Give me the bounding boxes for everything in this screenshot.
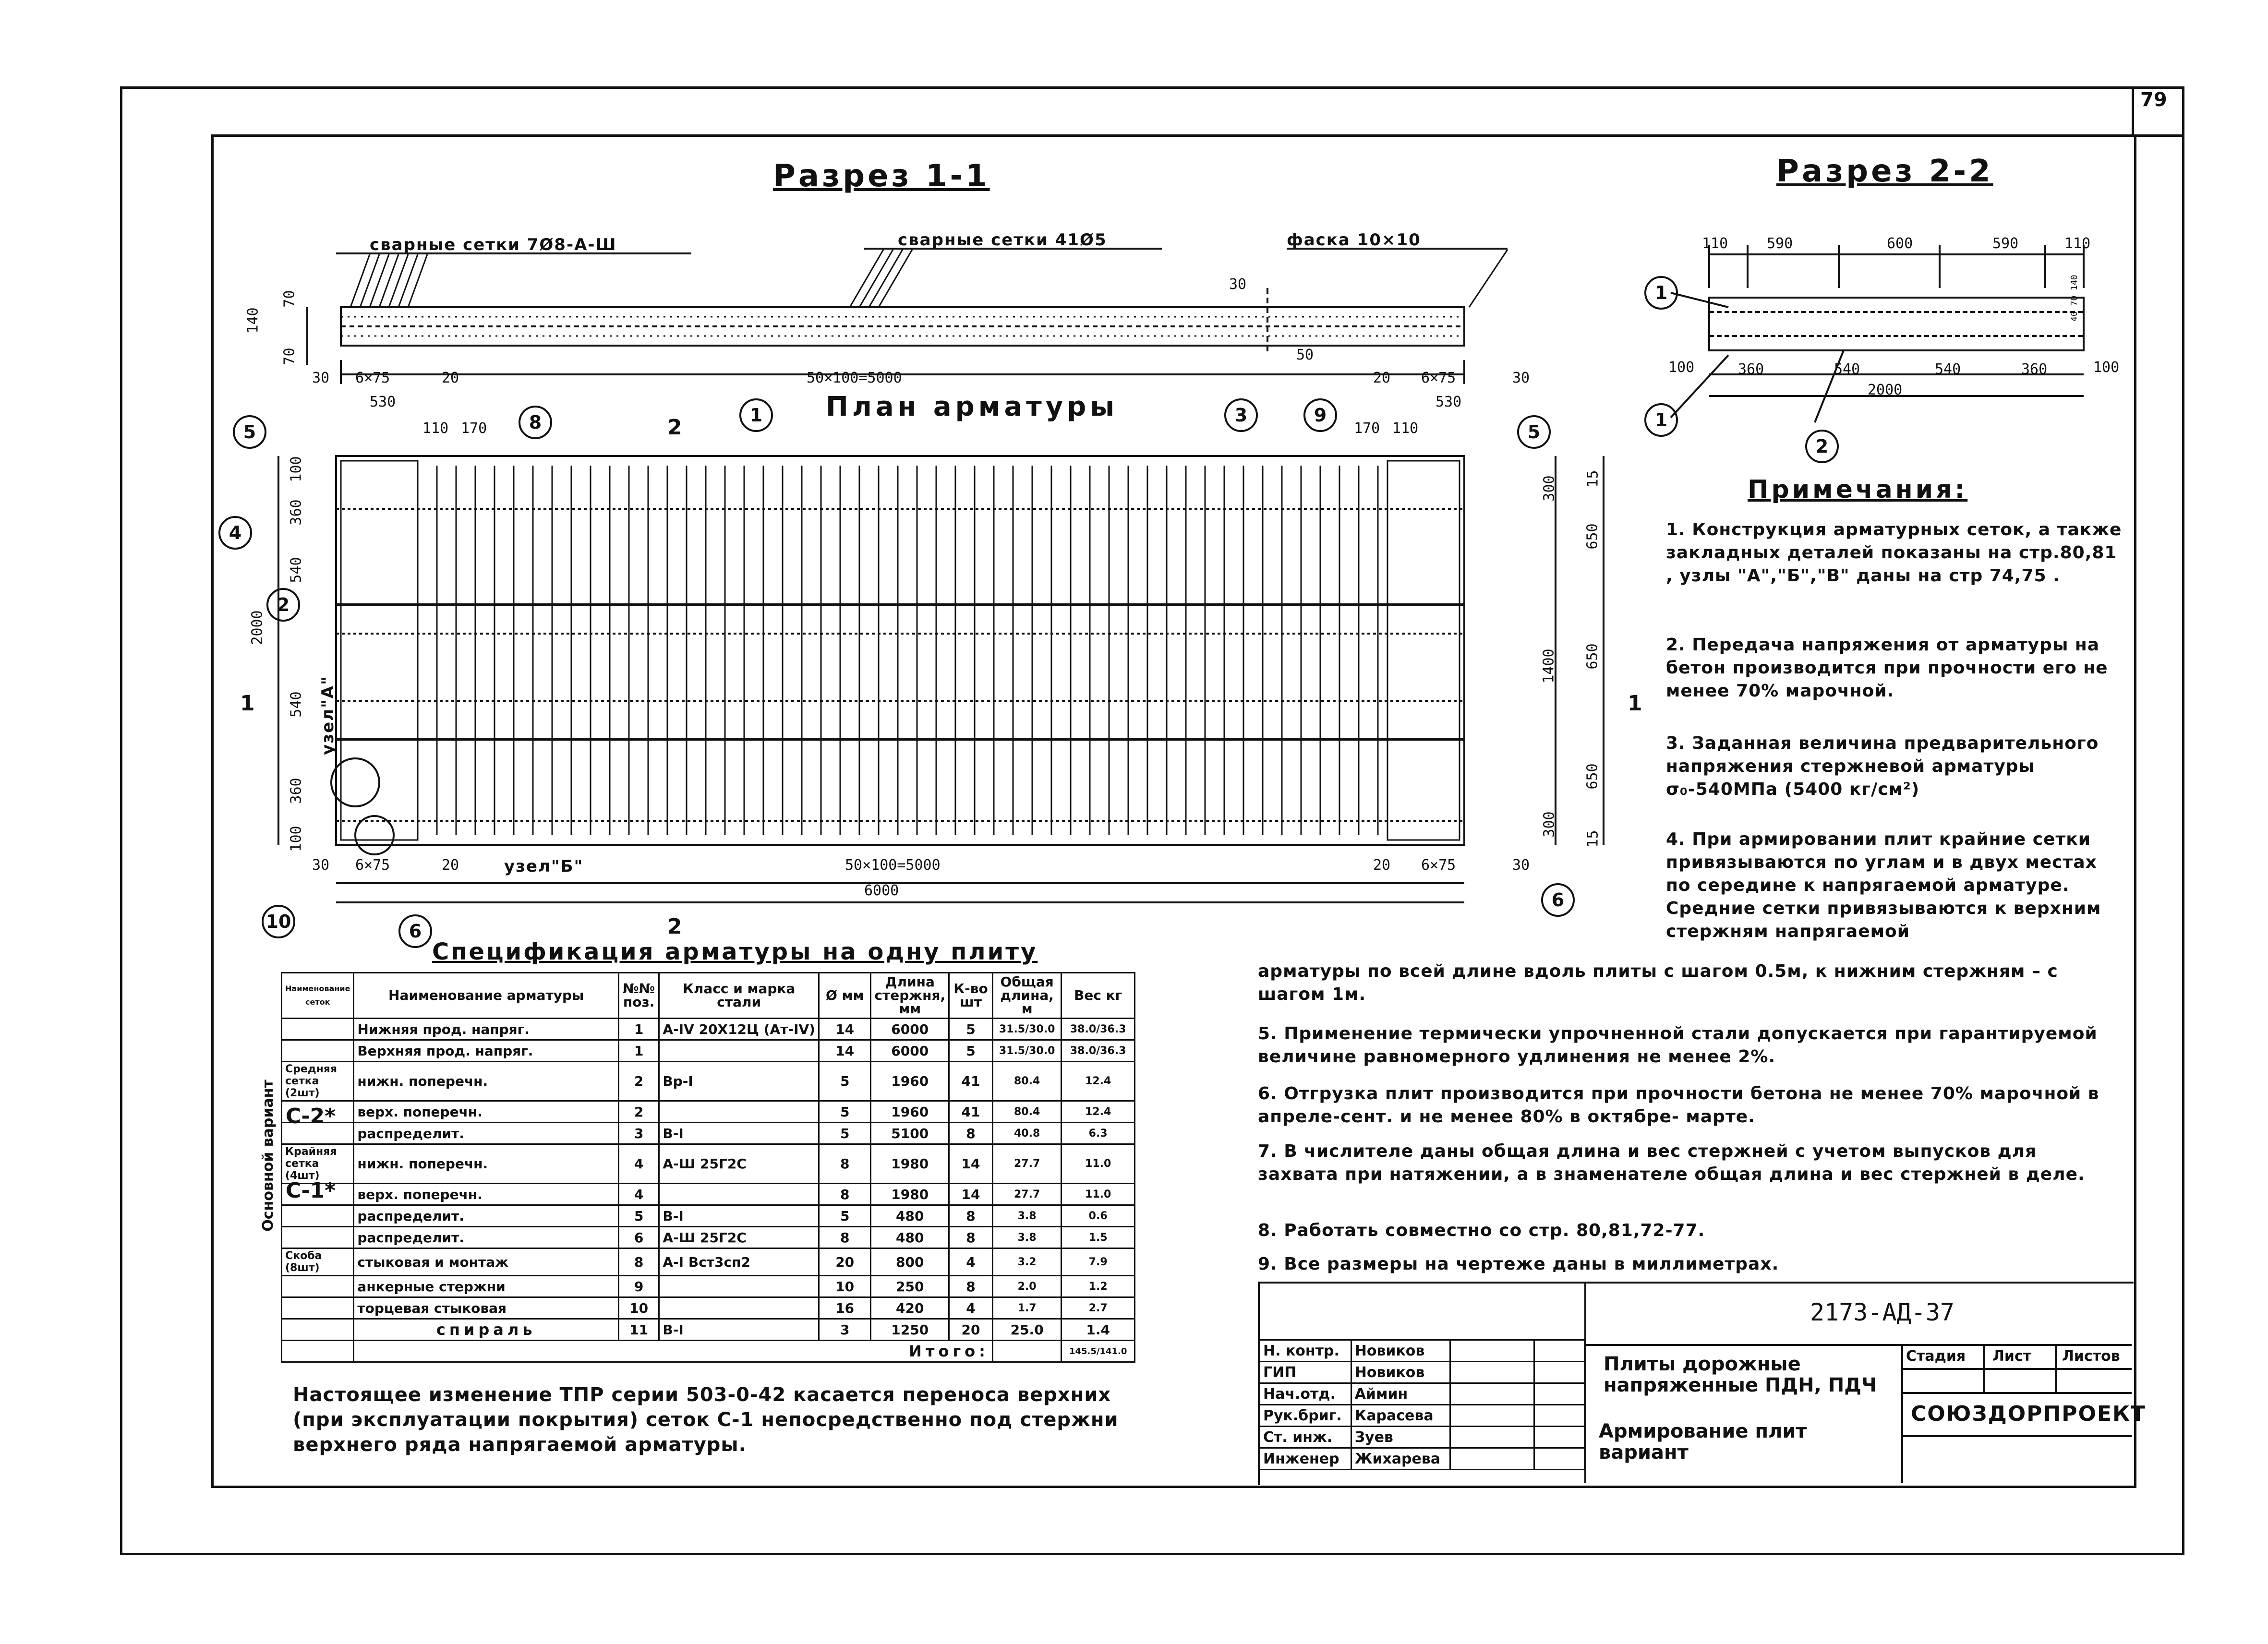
plan-dim-110-right: 110 — [1392, 420, 1419, 437]
spec-cell-cls: В-I — [659, 1123, 819, 1144]
plan-right-dim-4: 1400 — [1540, 648, 1557, 684]
s2-bottom-dim-6: 100 — [2093, 359, 2120, 376]
spec-cell-name: Нижняя прод. напряг. — [354, 1019, 619, 1040]
s2-top-dim-1: 110 — [1702, 235, 1728, 252]
spec-cell-d: 14 — [819, 1040, 870, 1062]
spec-cell-name: нижн. поперечн. — [354, 1062, 619, 1101]
spec-total-label: Итого: — [354, 1341, 993, 1362]
s2-top-dim-4: 590 — [1992, 235, 2019, 252]
spec-cell-pos: 8 — [618, 1248, 659, 1276]
spec-cell-cls: А-Ш 25Г2С — [659, 1227, 819, 1248]
plan-right-dim-2: 15 — [1584, 470, 1602, 488]
stamp-vline-4 — [2055, 1344, 2057, 1392]
spec-total-row — [282, 1341, 1135, 1362]
stamp-role: Н. контр. — [1260, 1340, 1351, 1362]
spec-cell-len: 5100 — [871, 1123, 949, 1144]
plan-callout-10: 10 — [262, 905, 295, 938]
spec-h-4: Ø мм — [819, 973, 870, 1019]
node-a-label: узел"А" — [318, 675, 338, 755]
spec-cell-d: 5 — [819, 1123, 870, 1144]
spec-group — [282, 1123, 354, 1144]
spec-title: Спецификация арматуры на одну плиту — [432, 938, 1038, 965]
spec-cell-cls: А-IV 20Х12Ц (Ат-IV) — [659, 1019, 819, 1040]
s2-callout-2: 2 — [1805, 430, 1839, 463]
s2-top-dim-2: 590 — [1767, 235, 1793, 252]
dim-20-left: 20 — [442, 370, 459, 386]
cut-marker-bottom: 2 — [667, 914, 682, 939]
dim-50: 50 — [1296, 347, 1314, 363]
spec-row — [282, 1205, 1135, 1227]
spec-cell-len: 1960 — [871, 1062, 949, 1101]
spec-cell-tot: 3.8 — [992, 1205, 1061, 1227]
spec-cell-cls: Вр-I — [659, 1062, 819, 1101]
plan-right-dim-6: 650 — [1584, 763, 1601, 790]
spec-cell-tot: 31.5/30.0 — [992, 1019, 1061, 1040]
plan-dim-530-left: 530 — [370, 394, 396, 410]
spec-c2: С-2* — [286, 1104, 336, 1128]
spec-cell-cls — [659, 1184, 819, 1205]
plan-callout-1: 1 — [739, 398, 773, 432]
stamp-role: ГИП — [1260, 1362, 1351, 1383]
spec-group: Средняя сетка (2шт) — [282, 1062, 354, 1101]
spec-spiral-name: спираль — [354, 1319, 619, 1341]
stamp-title-2: Армирование плит вариант — [1599, 1420, 1807, 1464]
spec-cell-len: 6000 — [871, 1019, 949, 1040]
spec-cell-tot: 27.7 — [992, 1184, 1061, 1205]
s2-callout-1-bottom: 1 — [1644, 403, 1678, 437]
spec-cell-len: 6000 — [871, 1040, 949, 1062]
spec-cell-w: 1.2 — [1062, 1276, 1135, 1297]
stamp-signature — [1450, 1383, 1534, 1405]
spec-cell-cls: А-Ш 25Г2С — [659, 1144, 819, 1184]
spec-row — [282, 1062, 1135, 1101]
stamp-hline-4 — [1901, 1435, 2132, 1437]
spec-spiral-tot: 25.0 — [992, 1319, 1061, 1341]
spec-cell-tot: 40.8 — [992, 1123, 1061, 1144]
spec-cell-w: 2.7 — [1062, 1297, 1135, 1319]
plan-right-dim-5: 650 — [1584, 643, 1601, 670]
note-8: 8. Работать совместно со стр. 80,81,72-77. — [1258, 1221, 1705, 1240]
spec-group — [282, 1276, 354, 1297]
spec-cell-tot: 80.4 — [992, 1101, 1061, 1123]
dim-30-right: 30 — [1512, 370, 1530, 386]
stamp-name: Жихарева — [1351, 1448, 1450, 1470]
spec-cell-len: 800 — [871, 1248, 949, 1276]
plan-callout-9: 9 — [1303, 398, 1337, 432]
plan-left-dim-5: 540 — [288, 691, 305, 718]
spec-cell-pos: 4 — [618, 1144, 659, 1184]
stamp-signature — [1450, 1405, 1534, 1427]
plan-bottom-6x75-left: 6×75 — [355, 857, 390, 874]
spec-cell-w: 11.0 — [1062, 1184, 1135, 1205]
dim-6x75-right: 6×75 — [1421, 370, 1456, 386]
spec-h-5: Длина стержня, мм — [871, 973, 949, 1019]
dim-50x100: 50×100=5000 — [807, 370, 902, 386]
spec-cell-name: распределит. — [354, 1205, 619, 1227]
stamp-sheet: Лист — [1992, 1348, 2032, 1365]
stamp-name: Аймин — [1351, 1383, 1450, 1405]
spec-cell-qty: 14 — [949, 1184, 993, 1205]
stamp-role: Нач.отд. — [1260, 1383, 1351, 1405]
spec-cell-qty: 4 — [949, 1248, 993, 1276]
spec-spiral-pos: 11 — [618, 1319, 659, 1341]
plan-bottom-6000: 6000 — [864, 882, 899, 899]
spec-group — [282, 1227, 354, 1248]
section-2-title: Разрез 2-2 — [1776, 154, 1993, 189]
spec-cell-name: распределит. — [354, 1227, 619, 1248]
spec-cell-len: 1980 — [871, 1184, 949, 1205]
plan-bottom-50x100: 50×100=5000 — [845, 857, 941, 874]
spec-group — [282, 1101, 354, 1123]
spec-cell-tot: 1.7 — [992, 1297, 1061, 1319]
stamp-date — [1534, 1427, 1585, 1448]
plan-left-dim-2: 360 — [288, 499, 305, 526]
plan-bottom-20-left: 20 — [442, 857, 459, 874]
spec-cell-tot: 3.8 — [992, 1227, 1061, 1248]
spec-cell-qty: 8 — [949, 1205, 993, 1227]
stamp-name: Новиков — [1351, 1362, 1450, 1383]
stamp-row — [1260, 1448, 1585, 1470]
note-5: 5. Применение термически упрочненной стали допускается при гарантируемой величине равномерного удлинения не менее 2%. — [1258, 1024, 2098, 1067]
stamp-date — [1534, 1340, 1585, 1362]
spec-cell-tot: 2.0 — [992, 1276, 1061, 1297]
spec-cell-d: 5 — [819, 1205, 870, 1227]
stamp-row — [1260, 1383, 1585, 1405]
spec-spiral-d: 3 — [819, 1319, 870, 1341]
spec-cell-name: нижн. поперечн. — [354, 1144, 619, 1184]
spec-cell-name: торцевая стыковая — [354, 1297, 619, 1319]
spec-group — [282, 1205, 354, 1227]
spec-spiral-cls: В-I — [659, 1319, 819, 1341]
spec-cell-d: 8 — [819, 1144, 870, 1184]
plan-right-dim-1: 300 — [1541, 475, 1558, 502]
stamp-title-1: Плиты дорожные напряженные ПДН, ПДЧ — [1604, 1353, 1877, 1396]
stamp-name: Зуев — [1351, 1427, 1450, 1448]
stamp-sheets: Листов — [2062, 1348, 2120, 1365]
spec-h-2: №№ поз. — [618, 973, 659, 1019]
spec-cell-len: 1960 — [871, 1101, 949, 1123]
spec-cell-w: 38.0/36.3 — [1062, 1019, 1135, 1040]
plan-callout-6: 6 — [1541, 883, 1575, 917]
spec-cell-name: Верхняя прод. напряг. — [354, 1040, 619, 1062]
label-chamfer: фаска 10×10 — [1287, 230, 1421, 250]
stamp-signature — [1450, 1427, 1534, 1448]
dim-30-left: 30 — [312, 370, 330, 386]
cut-marker-top: 2 — [667, 415, 682, 440]
stamp-org: СОЮЗДОРПРОЕКТ — [1911, 1402, 2146, 1426]
note-9: 9. Все размеры на чертеже даны в миллиметрах. — [1258, 1254, 1779, 1274]
plan-dim-110-left: 110 — [422, 420, 449, 437]
spec-row — [282, 1123, 1135, 1144]
stamp-hline-2 — [1901, 1368, 2132, 1370]
stamp-role: Инженер — [1260, 1448, 1351, 1470]
note-7: 7. В числителе даны общая длина и вес стержней с учетом выпусков для захвата при натяжении, а в знаменателе общая длина и вес стержней в деле. — [1258, 1141, 2085, 1184]
spec-group — [282, 1040, 354, 1062]
s2-top-dim-5: 110 — [2064, 235, 2091, 252]
stamp-code: 2173-АД-37 — [1810, 1298, 1955, 1326]
note-4: 4. При армировании плит крайние сетки привязываются по углам и в двух местах по середине к напрягаемой арматуре. Средние сетки привязываются к верхним стержням напрягаемой — [1666, 829, 2101, 941]
stamp-signature — [1450, 1340, 1534, 1362]
dim-140: 140 — [244, 307, 262, 334]
stamp-role: Рук.бриг. — [1260, 1405, 1351, 1427]
dim-6x75-left: 6×75 — [355, 370, 390, 386]
spec-group — [282, 1297, 354, 1319]
spec-cell-pos: 5 — [618, 1205, 659, 1227]
plan-callout-8: 8 — [519, 406, 552, 439]
stamp-row — [1260, 1405, 1585, 1427]
stamp-row — [1260, 1362, 1585, 1383]
spec-row — [282, 1040, 1135, 1062]
plan-right-dim-7: 300 — [1541, 811, 1558, 838]
plan-right-dim-8: 15 — [1584, 830, 1602, 848]
plan-callout-5-right: 5 — [1517, 415, 1551, 449]
stamp-signature — [1450, 1362, 1534, 1383]
spec-table — [281, 972, 1135, 1363]
stamp-row — [1260, 1340, 1585, 1362]
dim-70a: 70 — [281, 290, 298, 308]
spec-cell-qty: 8 — [949, 1276, 993, 1297]
s2-top-dim-3: 600 — [1887, 235, 1913, 252]
footnote: Настоящее изменение ТПР серии 503-0-42 касается переноса верхних (при эксплуатации покрытия) сеток С-1 непосредственно под стержни верхнего ряда напрягаемой арматуры. — [293, 1384, 1119, 1456]
spec-cell-pos: 9 — [618, 1276, 659, 1297]
spec-cell-qty: 5 — [949, 1019, 993, 1040]
spec-cell-len: 250 — [871, 1276, 949, 1297]
spec-spiral-len: 1250 — [871, 1319, 949, 1341]
spec-group — [282, 1019, 354, 1040]
s2-callout-1-top: 1 — [1644, 276, 1678, 310]
spec-cell-cls — [659, 1040, 819, 1062]
stamp-name: Новиков — [1351, 1340, 1450, 1362]
spec-h-0: Наименование сеток — [282, 973, 354, 1019]
label-mesh-41: сварные сетки 41Ø5 — [898, 230, 1107, 250]
s2-right-dim: 40 70 140 — [2069, 275, 2079, 322]
spec-cell-tot: 80.4 — [992, 1062, 1061, 1101]
plan-bottom-20-right: 20 — [1373, 857, 1391, 874]
spec-cell-len: 420 — [871, 1297, 949, 1319]
stamp-date — [1534, 1383, 1585, 1405]
note-6: 6. Отгрузка плит производится при прочности бетона не менее 70% марочной в апреле-сент. и не менее 80% в октябре- марте. — [1258, 1084, 2099, 1127]
plan-bottom-30-left: 30 — [312, 857, 330, 874]
spec-cell-d: 5 — [819, 1062, 870, 1101]
stamp-hline-3 — [1901, 1392, 2132, 1394]
spec-total-value: 145.5/141.0 — [1062, 1341, 1135, 1362]
spec-cell-w: 12.4 — [1062, 1101, 1135, 1123]
spec-c1: С-1* — [286, 1178, 336, 1203]
spec-cell-name: стыковая и монтаж — [354, 1248, 619, 1276]
plan-callout-2: 2 — [266, 588, 300, 622]
spec-row — [282, 1227, 1135, 1248]
spec-cell-d: 5 — [819, 1101, 870, 1123]
plan-dim-170-right: 170 — [1354, 420, 1380, 437]
spec-cell-w: 6.3 — [1062, 1123, 1135, 1144]
spec-cell-w: 11.0 — [1062, 1144, 1135, 1184]
spec-cell-pos: 1 — [618, 1040, 659, 1062]
note-1: 1. Конструкция арматурных сеток, а также закладных деталей показаны на стр.80,81 , узлы "А","Б","В" даны на стр 74,75 . — [1666, 520, 2122, 586]
spec-cell-cls — [659, 1101, 819, 1123]
spec-cell-pos: 4 — [618, 1184, 659, 1205]
spec-cell-w: 1.5 — [1062, 1227, 1135, 1248]
spec-row — [282, 1248, 1135, 1276]
spec-cell-tot: 3.2 — [992, 1248, 1061, 1276]
stamp-name: Карасева — [1351, 1405, 1450, 1427]
spec-cell-d: 20 — [819, 1248, 870, 1276]
s2-bottom-dim-3: 540 — [1834, 361, 1860, 378]
spec-row — [282, 1101, 1135, 1123]
spec-cell-qty: 8 — [949, 1227, 993, 1248]
spec-row — [282, 1297, 1135, 1319]
spec-cell-len: 480 — [871, 1205, 949, 1227]
spec-cell-len: 1980 — [871, 1144, 949, 1184]
plan-bottom-6x75-right: 6×75 — [1421, 857, 1456, 874]
dim-20-right: 20 — [1373, 370, 1391, 386]
spec-cell-pos: 6 — [618, 1227, 659, 1248]
plan-right-dim-3: 650 — [1584, 523, 1601, 550]
spec-cell-name: верх. поперечн. — [354, 1184, 619, 1205]
stamp-row — [1260, 1427, 1585, 1448]
dim-30-top: 30 — [1229, 276, 1247, 293]
spec-cell-tot: 31.5/30.0 — [992, 1040, 1061, 1062]
spec-cell-cls — [659, 1297, 819, 1319]
s2-bottom-dim-1: 100 — [1668, 359, 1695, 376]
section-2-drawing — [1632, 240, 2112, 432]
note-3: 3. Заданная величина предварительного напряжения стержневой арматуры σ₀-540МПа (5400 кг/см²) — [1666, 733, 2099, 799]
spec-side-main: Основной вариант — [259, 1080, 277, 1232]
stamp-date — [1534, 1362, 1585, 1383]
spec-row — [282, 1276, 1135, 1297]
spec-group: Крайняя сетка (4шт) — [282, 1144, 354, 1184]
spec-cell-qty: 5 — [949, 1040, 993, 1062]
cut-marker-left: 1 — [240, 691, 255, 716]
spec-cell-qty: 41 — [949, 1101, 993, 1123]
spec-row — [282, 1019, 1135, 1040]
spec-h-1: Наименование арматуры — [354, 973, 619, 1019]
s2-bottom-dim-2: 360 — [1738, 361, 1764, 378]
label-mesh-7: сварные сетки 7Ø8-А-Ш — [370, 235, 617, 254]
stamp-signatures — [1259, 1339, 1585, 1470]
spec-cell-name: распределит. — [354, 1123, 619, 1144]
stamp-signature — [1450, 1448, 1534, 1470]
spec-cell-d: 8 — [819, 1184, 870, 1205]
stamp-date — [1534, 1405, 1585, 1427]
plan-callout-3: 3 — [1224, 398, 1258, 432]
spec-cell-d: 14 — [819, 1019, 870, 1040]
s2-bottom-dim-4: 540 — [1935, 361, 1961, 378]
spec-cell-qty: 41 — [949, 1062, 993, 1101]
stamp-stage: Стадия — [1906, 1348, 1966, 1365]
spec-row — [282, 1184, 1135, 1205]
plan-title: План арматуры — [826, 391, 1118, 422]
note-4-cont: арматуры по всей длине вдоль плиты с шагом 0.5м, к нижним стержням – с шагом 1м. — [1258, 961, 2058, 1004]
plan-left-dim-3: 540 — [288, 557, 305, 583]
stamp-vline-2 — [1901, 1344, 1903, 1483]
s2-bottom-dim-5: 360 — [2021, 361, 2048, 378]
spec-cell-w: 38.0/36.3 — [1062, 1040, 1135, 1062]
plan-dim-530-right: 530 — [1436, 394, 1462, 410]
spec-cell-qty: 14 — [949, 1144, 993, 1184]
notes-title: Примечания: — [1748, 475, 1968, 504]
node-b-label: узел"Б" — [504, 857, 584, 876]
plan-left-dim-4: 2000 — [249, 610, 266, 645]
spec-row — [282, 1144, 1135, 1184]
spec-cell-name: верх. поперечн. — [354, 1101, 619, 1123]
note-2: 2. Передача напряжения от арматуры на бетон производится при прочности его не менее 70% марочной. — [1666, 635, 2108, 701]
plan-left-dim-1: 100 — [288, 456, 305, 482]
plan-left-dim-6: 360 — [288, 778, 305, 804]
stamp-role: Ст. инж. — [1260, 1427, 1351, 1448]
plan-bottom-30-right: 30 — [1512, 857, 1530, 874]
spec-cell-cls — [659, 1276, 819, 1297]
spec-cell-pos: 2 — [618, 1062, 659, 1101]
spec-h-6: К-во шт — [949, 973, 993, 1019]
spec-cell-pos: 10 — [618, 1297, 659, 1319]
page-number: 79 — [2140, 89, 2167, 111]
spec-cell-len: 480 — [871, 1227, 949, 1248]
spec-cell-w: 0.6 — [1062, 1205, 1135, 1227]
spec-cell-d: 10 — [819, 1276, 870, 1297]
plan-callout-4: 4 — [218, 516, 252, 550]
spec-cell-cls: В-I — [659, 1205, 819, 1227]
spec-cell-qty: 4 — [949, 1297, 993, 1319]
spec-cell-d: 16 — [819, 1297, 870, 1319]
spec-cell-pos: 3 — [618, 1123, 659, 1144]
section-1-title: Разрез 1-1 — [773, 158, 990, 194]
plan-dim-170-left: 170 — [461, 420, 487, 437]
plan-callout-6-left: 6 — [398, 914, 432, 948]
spec-cell-pos: 2 — [618, 1101, 659, 1123]
dim-70b: 70 — [281, 348, 298, 365]
spec-cell-w: 12.4 — [1062, 1062, 1135, 1101]
cut-marker-right: 1 — [1628, 691, 1642, 716]
stamp-date — [1534, 1448, 1585, 1470]
stamp-vline-3 — [1983, 1344, 1985, 1392]
plan-callout-5-left: 5 — [233, 415, 266, 449]
s2-total: 2000 — [1868, 382, 1903, 398]
spec-cell-d: 8 — [819, 1227, 870, 1248]
spec-group: Скоба (8шт) — [282, 1248, 354, 1276]
spec-spiral-w: 1.4 — [1062, 1319, 1135, 1341]
spec-h-8: Вес кг — [1062, 973, 1135, 1019]
spec-cell-pos: 1 — [618, 1019, 659, 1040]
stamp-hline — [1584, 1344, 2132, 1346]
spec-spiral-qty: 20 — [949, 1319, 993, 1341]
plan-left-dim-7: 100 — [288, 826, 305, 852]
spec-cell-tot: 27.7 — [992, 1144, 1061, 1184]
spec-cell-cls: А-I Вст3сп2 — [659, 1248, 819, 1276]
spec-spiral-row — [282, 1319, 1135, 1341]
spec-cell-name: анкерные стержни — [354, 1276, 619, 1297]
spec-cell-qty: 8 — [949, 1123, 993, 1144]
spec-cell-w: 7.9 — [1062, 1248, 1135, 1276]
spec-group — [282, 1184, 354, 1205]
spec-h-7: Общая длина, м — [992, 973, 1061, 1019]
spec-h-3: Класс и марка стали — [659, 973, 819, 1019]
